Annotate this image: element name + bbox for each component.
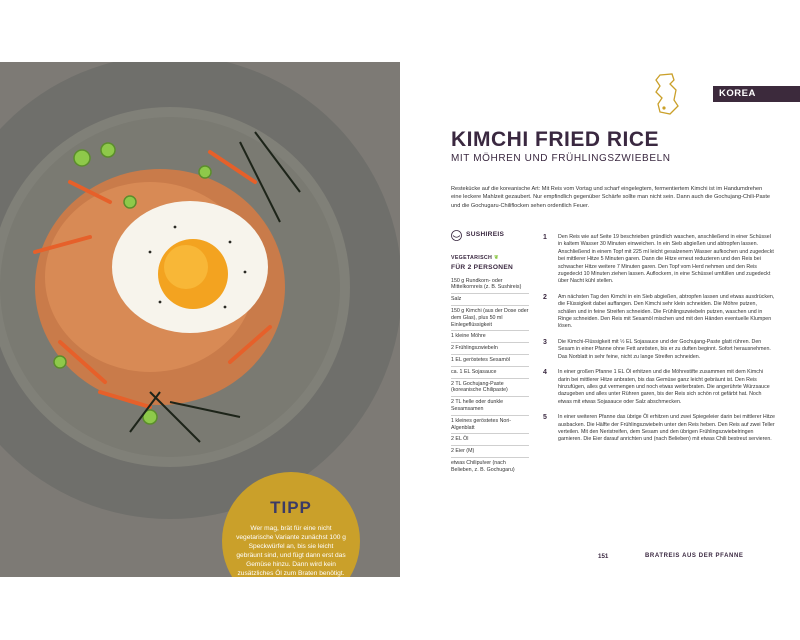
step-number: 3 [543,338,547,346]
tipp-title: TIPP [270,498,312,517]
leaf-icon: ❦ [493,255,499,261]
ingredient-item: Salz [451,293,529,305]
step-text: In einer weiteren Pfanne das übrige Öl erhitzen und zwei Spiegeleier darin bei mittlerer Hitze ausbacken. Die Hälfte der Frühlingszwiebeln unter den Reis heben. Den Reis auf zwei Teller verteilen. Mit den Neristreifen, dem Sesam und den übrigen Frühlingszwiebelringen garnieren. Die Eier darauf anrichten und (nach Belieben) mit etwas Chili bestreut servieren. [558,414,775,443]
instructions [543,234,775,452]
ingredient-item: 1 kleine Möhre [451,330,529,342]
step-text: Am nächsten Tag den Kimchi in ein Sieb abgießen, abtropfen lassen und etwas ausdrücken, die Flüssigkeit dabei auffangen. Den Kimchi sehr klein schneiden. Die Möhre putzen, schälen und in feine Streifen schneiden. Die Frühlingszwiebeln putzen, waschen und in Ringe schneiden. Den Reis mit Sesamöl mischen und mit den Händen eventuelle Klumpen lösen. [558,293,775,330]
step [543,339,775,361]
korea-map-icon [650,72,684,118]
rice-label-text: SUSHIREIS [466,231,505,239]
rice-label [451,230,529,241]
step [543,414,775,444]
step-text: Die Kimchi-Flüssigkeit mit ½ EL Sojasauce und der Gochujang-Paste glatt rühren. Den Sesam in einer Pfanne ohne Fett anrösten, bis er zu duften beginnt. Sofort herausnehmen. Das Norblatt in sehr feine, nicht zu lange Streifen schneiden. [558,338,771,360]
step-number: 5 [543,414,547,422]
ingredient-item: 2 EL Öl [451,433,529,445]
ingredients-column [451,230,529,476]
ingredient-list [451,276,529,476]
vegetarian-label-text: VEGETARISCH [451,255,493,261]
step-text: In einer großen Pfanne 1 EL Öl erhitzen und die Möhrestifte zusammen mit dem Kimchi darin bei mittlerer Hitze anbraten, bis das Gemüse ganz leicht gebräunt ist. Den Reis hinzufügen, alles gut vermengen und noch etwas weiterbraten. Die angerührte Würzsauce dazugeben und alles unter Rühren garen, bis der Reis sich schön rot gefärbt hat. Noch etwas mit etwas Sojasauce oder Salz abschmecken. [558,369,770,405]
step [543,234,775,286]
tipp-text: Wer mag, brät für eine nicht vegetarische Variante zunächst 100 g Speckwürfel an, bis sie leicht gebräunt sind, und fügt dann erst das Gemüse hinzu. Dann wird kein zusätzliches Öl zum Braten benötigt. [236,525,346,577]
ingredient-item: ca. 1 EL Sojasauce [451,366,529,378]
rice-bowl-icon [451,230,462,241]
page-footer: BRATREIS AUS DER PFANNE [645,553,744,559]
ingredient-item: 1 EL geröstetes Sesamöl [451,354,529,366]
ingredient-item: 2 TL Gochujang-Paste (koreanische Chilipaste) [451,378,529,397]
step-text: Den Reis wie auf Seite 19 beschrieben gründlich waschen, anschließend in einer Schüssel in kaltem Wasser 30 Minuten einweichen. In ein Sieb abgießen und abtropfen lassen. Anschließend in einem Topf mit 225 ml leicht gesalzenem Wasser aufkochen und zugedeckt bei mittlerer Hitze 5 Minuten garen. Dann die Hitze erneut reduzieren und den Reis bei schwacher Hitze weitere 7 Minuten garen. Den Topf vom Herd nehmen und den Reis zugedeckt 10 Minuten ziehen lassen. Auflockern, in eine Schüssel umfüllen und zugedeckt über Nacht kühl stellen. [558,234,774,285]
step-number: 1 [543,234,547,241]
recipe-title: KIMCHI FRIED RICE [451,128,659,151]
recipe-subtitle: MIT MÖHREN UND FRÜHLINGSZWIEBELN [451,153,671,164]
step-number: 4 [543,369,547,377]
step [543,369,775,406]
recipe-intro: Restekücke auf die koreanische Art: Mit Reis vom Vortag und scharf eingelegtem, fermentiertem Kimchi ist im Handumdrehen eine leckere Mahlzeit gezaubert. Nur empfindlich gegenüber Schärfe sollte man nicht sein. Dann auch die Gochujang-Chili-Paste und die Gochugaru-Chiliflocken sehen ordentlich Feuer. [451,186,771,209]
ingredient-item: 150 g Kimchi (aus der Dose oder dem Glas), plus 50 ml Einlegeflüssigkeit [451,305,529,330]
ingredient-item: etwas Chilipulver (nach Belieben, z. B. Gochugaru) [451,457,529,476]
ingredient-item: 2 Frühlingszwiebeln [451,342,529,354]
vegetarian-label [451,255,529,262]
servings: FÜR 2 PERSONEN [451,263,514,271]
country-tab: KOREA [713,86,800,102]
page-number: 151 [598,553,609,560]
ingredient-item: 2 Eier (M) [451,445,529,457]
ingredient-item: 150 g Rundkorn- oder Mittelkornreis (z. B. Sushireis) [451,277,522,291]
ingredient-item: 1 kleines geröstetes Nori-Algenblatt [451,415,529,434]
ingredient-item: 2 TL helle oder dunkle Sesamsamen [451,396,529,415]
step [543,294,775,331]
step-number: 2 [543,293,547,301]
dish-photo [0,62,400,577]
